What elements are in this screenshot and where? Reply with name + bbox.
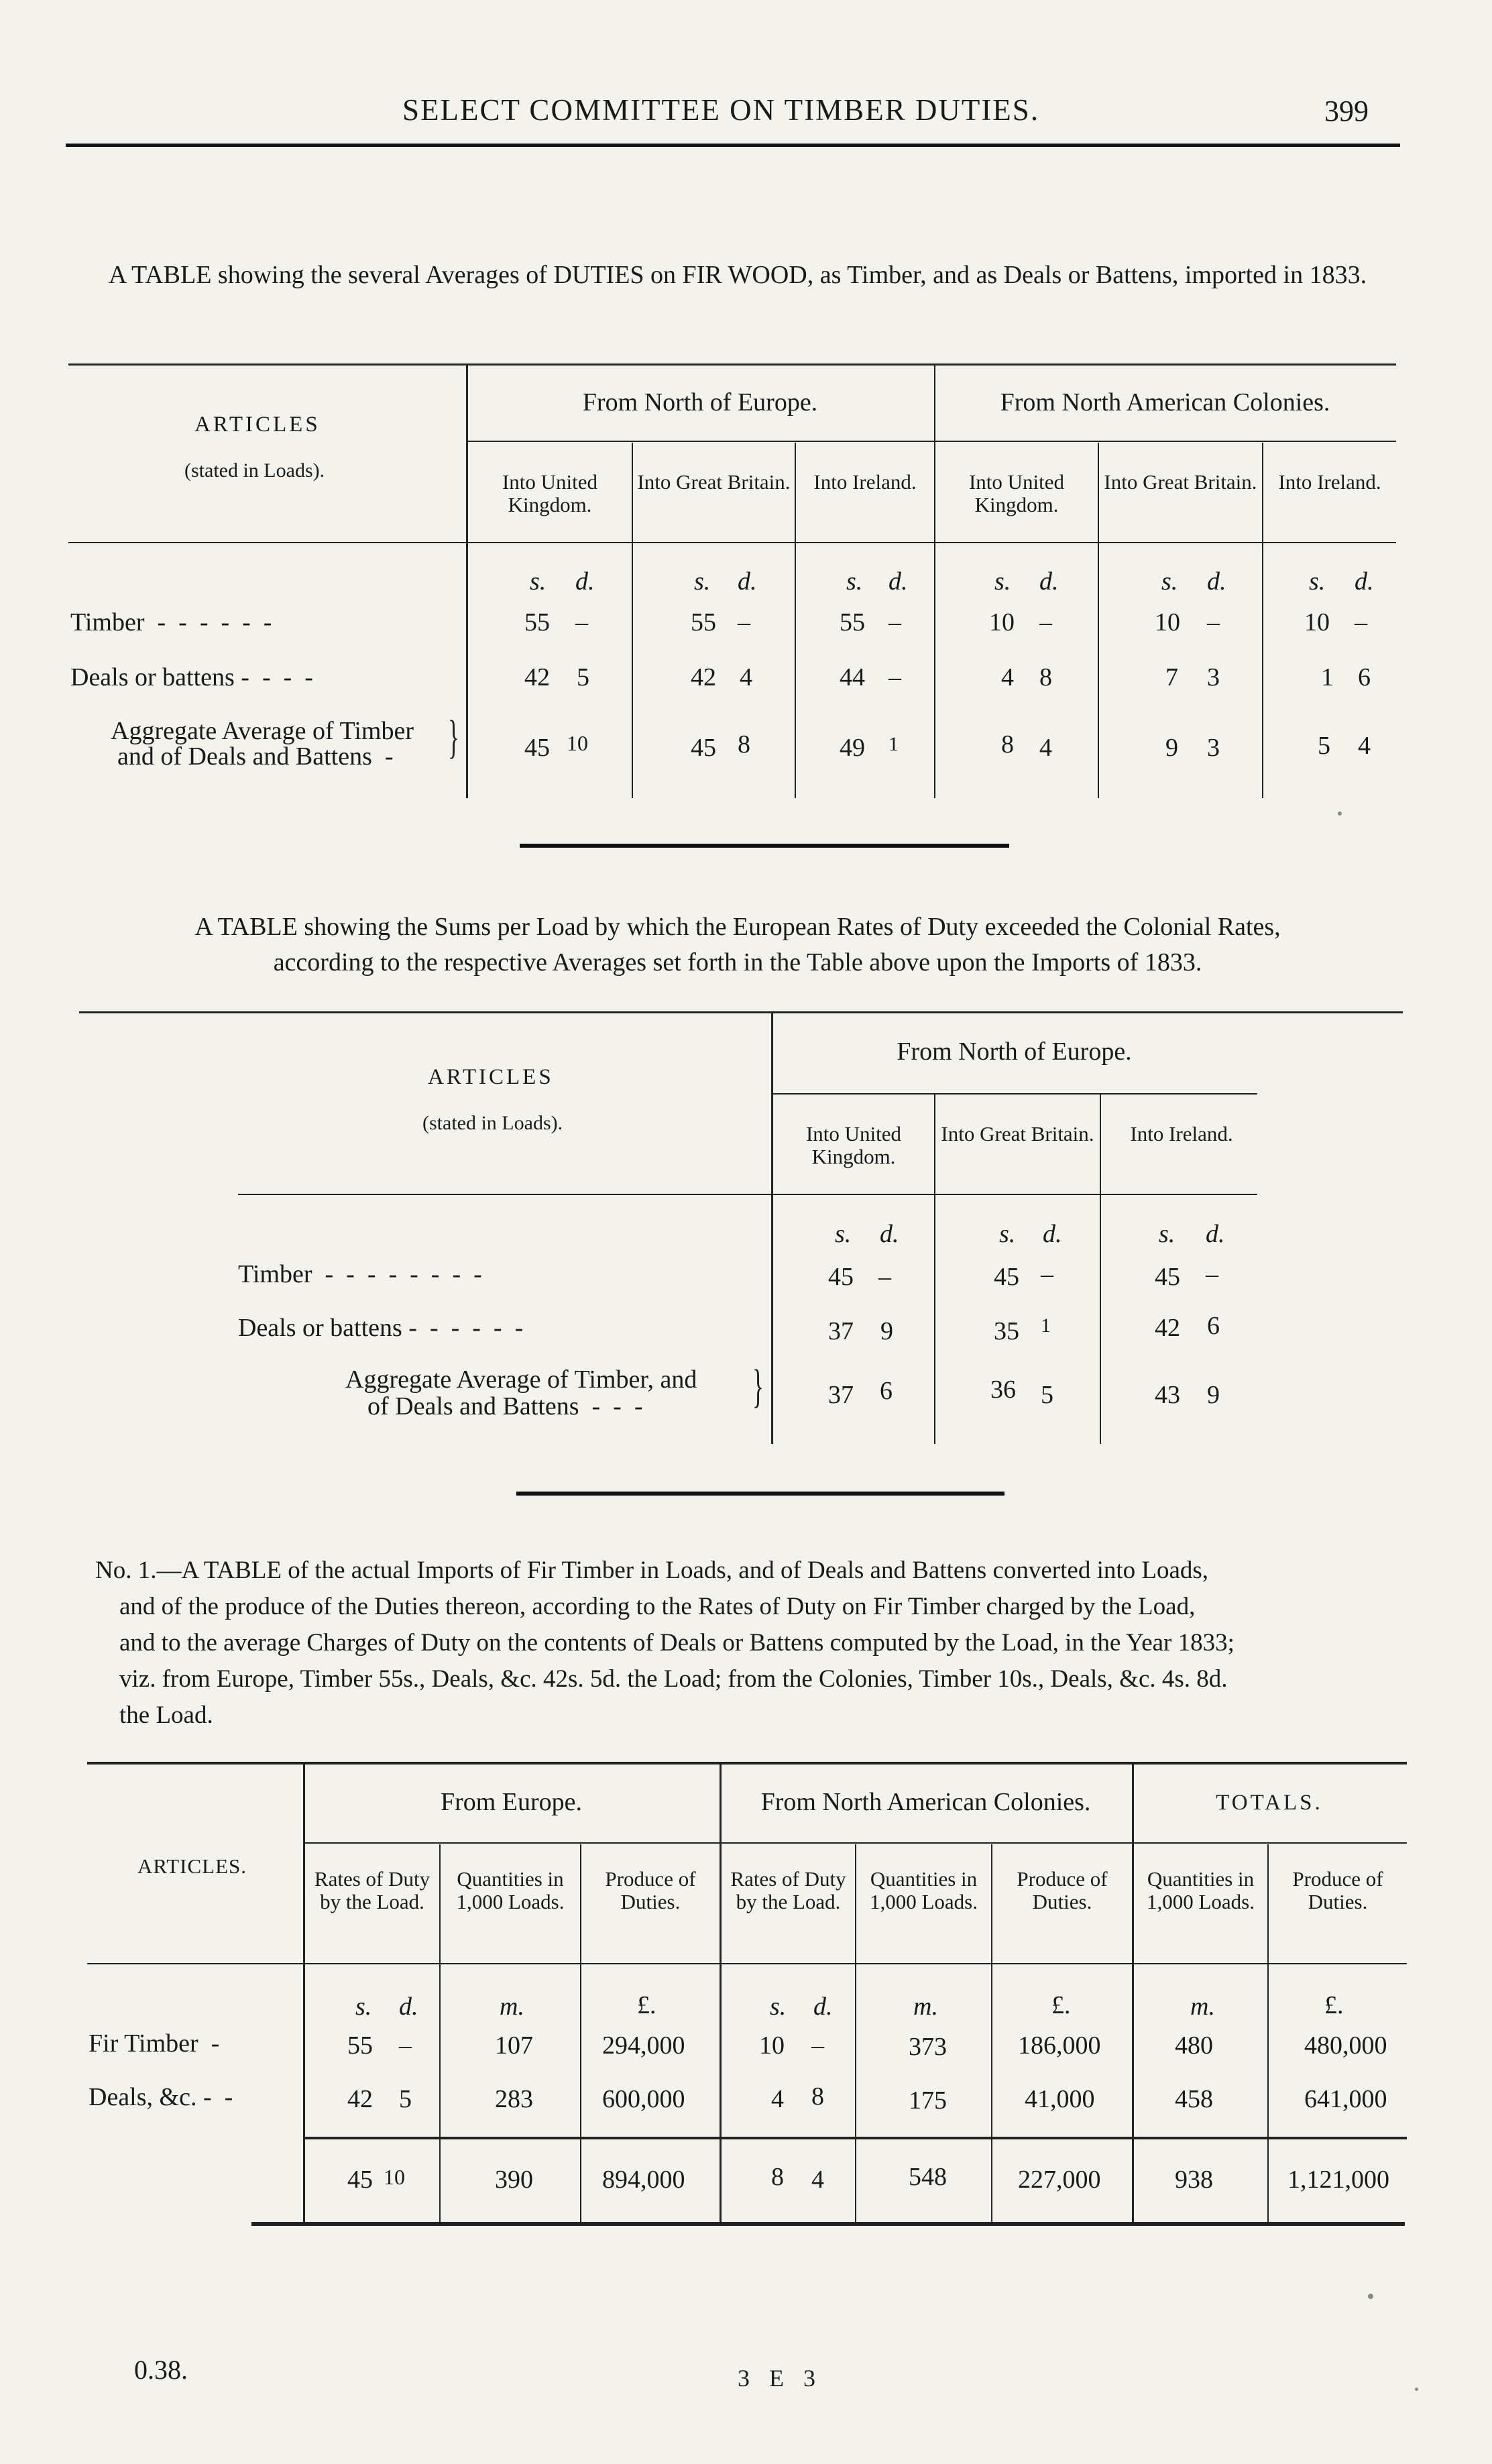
table-cell: 1,121,000 (1287, 2166, 1389, 2194)
table1-divider (934, 363, 935, 798)
table2-articles-sub: (stated in Loads). (422, 1112, 563, 1134)
table-cell: 45 (691, 734, 716, 762)
table1-col-header: Into Ireland. (1278, 470, 1381, 494)
brace-icon: } (752, 1361, 764, 1412)
unit-pound: £. (1324, 1991, 1344, 2019)
table-cell: – (399, 2031, 412, 2060)
table3-col-header: Quantities in 1,000 Loads. (1146, 1867, 1255, 1913)
table-cell: 938 (1175, 2166, 1213, 2194)
table2-col-header: Into United Kingdom. (805, 1122, 902, 1168)
brace-icon: } (448, 712, 459, 763)
table1-head-rule (68, 542, 1396, 543)
table-cell: – (1207, 608, 1220, 636)
table2-caption: A TABLE showing the Sums per Load by which the European Rates of Duty exceeded the Colonial Rates, (194, 913, 1281, 941)
table1-divider (1098, 443, 1099, 798)
table3-group-colonies: From North American Colonies. (760, 1788, 1091, 1816)
table-cell: 373 (909, 2033, 947, 2061)
table-cell: – (878, 1263, 891, 1291)
table1-col-header: Into United Kingdom. (968, 470, 1065, 516)
table-cell: 8 (1001, 730, 1014, 759)
paper-speck (1415, 2388, 1418, 2391)
table-cell: 9 (1207, 1381, 1220, 1409)
table-cell: 49 (840, 734, 865, 762)
table-cell: 294,000 (602, 2031, 685, 2060)
table-cell: 10 (989, 608, 1015, 636)
table-cell: – (888, 608, 901, 636)
unit-d: d. (1206, 1220, 1225, 1248)
table2-col-header: Into Great Britain. (941, 1122, 1094, 1145)
table3-bottom-rule (251, 2222, 1405, 2226)
table3-divider (1132, 1762, 1134, 2223)
footer-signature: 3 E 3 (738, 2365, 822, 2392)
table1-row-label: and of Deals and Battens - (117, 742, 394, 771)
table-cell: – (1039, 608, 1052, 636)
table1-row-label: Aggregate Average of Timber (111, 717, 414, 745)
table-cell: 45 (828, 1263, 854, 1291)
table-cell: 36 (990, 1376, 1016, 1404)
footer-left: 0.38. (134, 2355, 188, 2385)
table-cell: 10 (567, 731, 588, 755)
unit-s: s. (530, 567, 547, 596)
table-cell: 8 (738, 730, 750, 759)
table-cell: 227,000 (1018, 2166, 1101, 2194)
unit-pound: £. (637, 1991, 656, 2019)
table3-group-totals: TOTALS. (1216, 1791, 1323, 1815)
table1-divider (466, 363, 468, 798)
table2-col-header: Into Ireland. (1130, 1122, 1233, 1145)
table-cell: 8 (1039, 663, 1052, 691)
table-cell: 6 (1358, 663, 1371, 691)
table-cell: – (811, 2031, 824, 2060)
table-cell: 37 (828, 1317, 854, 1345)
table3-col-header: Quantities in 1,000 Loads. (456, 1867, 565, 1913)
table2-divider (771, 1011, 773, 1444)
table-cell: 35 (994, 1317, 1019, 1345)
unit-d: d. (813, 1993, 833, 2021)
unit-d: d. (880, 1220, 899, 1248)
table1-group-colonies: From North American Colonies. (1000, 388, 1330, 416)
table-cell: 55 (524, 608, 550, 636)
table-cell: 45 (994, 1263, 1019, 1291)
table-cell: 3 (1207, 663, 1220, 691)
table3-articles-label: ARTICLES. (137, 1854, 247, 1878)
table-cell: 10 (384, 2165, 405, 2189)
table3-col-header: Quantities in 1,000 Loads. (869, 1867, 978, 1913)
table-cell: 283 (495, 2085, 533, 2113)
unit-d: d. (738, 567, 757, 596)
unit-s: s. (694, 567, 711, 596)
table2-head-rule (238, 1194, 1257, 1195)
table3-top-rule (87, 1762, 1407, 1765)
unit-s: s. (994, 567, 1011, 596)
table-cell: 480 (1175, 2031, 1213, 2060)
table2-top-rule (79, 1011, 1403, 1013)
table1-col-header: Into Great Britain. (637, 470, 791, 494)
table-cell: 480,000 (1304, 2031, 1387, 2060)
page-header-title: SELECT COMMITTEE ON TIMBER DUTIES. (402, 93, 1040, 127)
table3-divider (720, 1762, 722, 2223)
table2-articles-label: ARTICLES (428, 1065, 554, 1089)
table-cell: 548 (909, 2163, 947, 2191)
table-cell: 7 (1165, 663, 1178, 691)
table3-col-header: Rates of Duty by the Load. (314, 1867, 431, 1913)
table3-head-rule (87, 1963, 1407, 1964)
table-cell: 41,000 (1025, 2085, 1095, 2113)
table-cell: 10 (1304, 608, 1330, 636)
table-cell: 107 (495, 2031, 533, 2060)
paper-speck (1338, 811, 1342, 816)
table2-divider (1100, 1095, 1101, 1444)
table-cell: 44 (840, 663, 865, 691)
table-cell: 4 (1001, 663, 1014, 691)
unit-d: d. (1043, 1220, 1062, 1248)
table-cell: 1 (888, 733, 899, 755)
table1-col-header: Into Ireland. (813, 470, 917, 494)
table-cell: 641,000 (1304, 2085, 1387, 2113)
table3-group-rule (303, 1842, 1407, 1844)
table3-divider (303, 1762, 305, 2223)
table-cell: 5 (1318, 732, 1330, 760)
unit-d: d. (888, 567, 908, 596)
table-cell: 4 (1358, 732, 1371, 760)
table-cell: 45 (347, 2166, 373, 2194)
table-cell: 55 (840, 608, 865, 636)
table3-caption: and to the average Charges of Duty on the contents of Deals or Battens computed by the Load, in the Year 1833; (119, 1629, 1235, 1657)
table-cell: 42 (524, 663, 550, 691)
table-cell: 55 (347, 2031, 373, 2060)
table2-divider (934, 1095, 935, 1444)
table1-articles-sub: (stated in Loads). (184, 459, 325, 482)
table-cell: – (888, 663, 901, 691)
table3-col-header: Rates of Duty by the Load. (730, 1867, 846, 1913)
table-cell: 894,000 (602, 2166, 685, 2194)
table1-divider (632, 443, 633, 798)
table-cell: 42 (347, 2085, 373, 2113)
table1-caption: A TABLE showing the several Averages of DUTIES on FIR WOOD, as Timber, and as Deals or Battens, imported in 1833. (108, 261, 1367, 289)
table2-row-label: Timber - - - - - - - - (238, 1260, 482, 1288)
table-cell: 42 (691, 663, 716, 691)
table-cell: 175 (909, 2086, 947, 2115)
table-cell: 3 (1207, 734, 1220, 762)
unit-d: d. (1355, 567, 1374, 596)
table-cell: 8 (811, 2082, 824, 2111)
unit-s: s. (1161, 567, 1178, 596)
table1-col-header: Into United Kingdom. (502, 470, 598, 516)
table1-divider (1262, 443, 1263, 798)
table2-caption: according to the respective Averages set forth in the Table above upon the Imports of 1833. (273, 948, 1202, 976)
table1-group-rule (466, 441, 1396, 442)
unit-m: m. (500, 1993, 524, 2021)
table1-divider (795, 443, 796, 798)
table-cell: 6 (1207, 1312, 1220, 1340)
unit-s: s. (846, 567, 863, 596)
table-cell: 55 (691, 608, 716, 636)
page-number: 399 (1324, 95, 1369, 127)
table-cell: 5 (399, 2085, 412, 2113)
table1-top-rule (68, 363, 1396, 366)
table1-group-europe: From North of Europe. (582, 388, 818, 416)
unit-s: s. (355, 1993, 372, 2021)
table-cell: 8 (771, 2163, 784, 2191)
unit-s: s. (1159, 1220, 1175, 1248)
table-cell: 458 (1175, 2085, 1213, 2113)
table-cell: 10 (759, 2031, 785, 2060)
table-cell: 5 (577, 663, 589, 691)
table2-group-europe: From North of Europe. (897, 1038, 1132, 1066)
table-cell: 4 (1039, 734, 1052, 762)
table-cell: 10 (1155, 608, 1180, 636)
table-cell: – (1041, 1260, 1053, 1288)
table2-group-rule (771, 1093, 1257, 1095)
table-cell: 4 (740, 663, 752, 691)
table-cell: 4 (811, 2166, 824, 2194)
table-cell: 186,000 (1018, 2031, 1101, 2060)
unit-s: s. (835, 1220, 852, 1248)
table1-row-label: Deals or battens - - - - (70, 663, 313, 691)
table3-row-label: Fir Timber - (89, 2029, 220, 2058)
table2-row-label: Deals or battens - - - - - - (238, 1314, 524, 1342)
section-divider (516, 1492, 1005, 1496)
table-cell: 9 (1165, 734, 1178, 762)
table2-row-label: Aggregate Average of Timber, and (345, 1365, 697, 1394)
table3-caption: and of the produce of the Duties thereon, according to the Rates of Duty on Fir Timber charged by the Load, (119, 1593, 1196, 1620)
table3-caption: viz. from Europe, Timber 55s., Deals, &c. 42s. 5d. the Load; from the Colonies, Timber 10s., Deals, &c. 4s. 8d. (119, 1665, 1228, 1693)
table-cell: 45 (524, 734, 550, 762)
unit-m: m. (1190, 1993, 1215, 2021)
table-cell: 1 (1041, 1314, 1051, 1337)
table-cell: 45 (1155, 1263, 1180, 1291)
table-cell: 4 (771, 2085, 784, 2113)
table-cell: 37 (828, 1381, 854, 1409)
unit-s: s. (999, 1220, 1016, 1248)
unit-d: d. (1039, 567, 1059, 596)
table-cell: – (1355, 608, 1367, 636)
table-cell: – (1206, 1260, 1218, 1288)
unit-pound: £. (1051, 1991, 1071, 2019)
table-cell: 600,000 (602, 2085, 685, 2113)
table-cell: 390 (495, 2166, 533, 2194)
table-cell: 6 (880, 1377, 893, 1405)
table3-col-header: Produce of Duties. (1292, 1867, 1383, 1913)
table2-row-label: of Deals and Battens - - - (367, 1392, 643, 1420)
section-divider (520, 844, 1009, 848)
table3-col-header: Produce of Duties. (605, 1867, 696, 1913)
table-cell: 5 (1041, 1381, 1053, 1409)
table-cell: 1 (1321, 663, 1334, 691)
table1-col-header: Into Great Britain. (1104, 470, 1257, 494)
table-cell: – (738, 608, 750, 636)
header-rule (66, 144, 1400, 147)
unit-s: s. (1309, 567, 1326, 596)
paper-speck (1368, 2294, 1373, 2299)
table-cell: – (575, 608, 588, 636)
table3-col-header: Produce of Duties. (1017, 1867, 1108, 1913)
table-cell: 42 (1155, 1314, 1180, 1342)
unit-m: m. (913, 1993, 938, 2021)
table1-row-label: Timber - - - - - - (70, 608, 272, 636)
unit-s: s. (770, 1993, 787, 2021)
table1-articles-label: ARTICLES (194, 412, 321, 437)
unit-d: d. (575, 567, 595, 596)
table3-row-label: Deals, &c. - - (89, 2083, 233, 2111)
table3-caption: No. 1.—A TABLE of the actual Imports of Fir Timber in Loads, and of Deals and Battens converted into Loads, (95, 1557, 1209, 1584)
unit-d: d. (1207, 567, 1226, 596)
table3-caption: the Load. (119, 1701, 213, 1729)
table-cell: 43 (1155, 1381, 1180, 1409)
table3-group-europe: From Europe. (440, 1788, 583, 1816)
table-cell: 9 (880, 1317, 893, 1345)
unit-d: d. (399, 1993, 418, 2021)
